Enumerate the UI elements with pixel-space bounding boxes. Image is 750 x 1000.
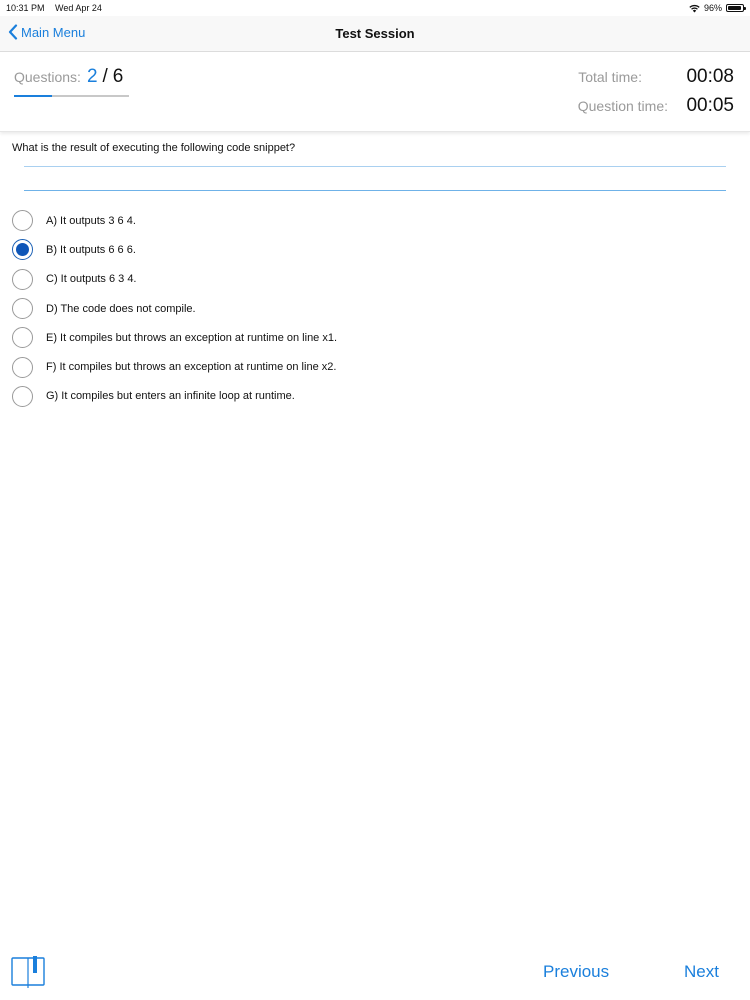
next-button[interactable]: Next (684, 962, 719, 981)
radio-button[interactable] (12, 269, 33, 290)
nav-bar (0, 16, 750, 52)
previous-button[interactable]: Previous (543, 962, 610, 981)
answer-option-label: G) It compiles but enters an infinite loop at runtime. (46, 390, 295, 403)
radio-button[interactable] (12, 210, 33, 231)
total-time-row (578, 66, 734, 88)
total-questions-number: 6 (112, 66, 124, 87)
battery-level (728, 6, 741, 10)
answer-option-a[interactable] (12, 206, 732, 235)
question-text: What is the result of executing the following code snippet? (12, 142, 296, 154)
status-date: Wed Apr 24 (55, 3, 102, 13)
answer-option-b[interactable] (12, 235, 732, 264)
answer-option-f[interactable] (12, 352, 732, 381)
status-right (689, 3, 744, 13)
back-button-label: Main Menu (21, 24, 86, 40)
answer-option-label: A) It outputs 3 6 4. (46, 214, 136, 227)
battery-icon (726, 4, 744, 12)
questions-counter (14, 66, 123, 88)
question-separator: / (102, 66, 108, 87)
answer-option-e[interactable] (12, 323, 732, 352)
radio-button[interactable] (12, 386, 33, 407)
code-area-bottom-divider (24, 190, 726, 191)
radio-button[interactable] (12, 327, 33, 348)
answer-option-g[interactable] (12, 382, 732, 411)
questions-label: Questions: (14, 69, 81, 85)
current-question-number: 2 (86, 66, 98, 87)
page-title: Test Session (335, 26, 415, 41)
radio-button[interactable] (12, 239, 33, 260)
answer-option-label: D) The code does not compile. (46, 302, 196, 315)
question-time-value: 00:05 (686, 95, 734, 116)
answer-option-c[interactable] (12, 265, 732, 294)
status-left (6, 3, 102, 13)
book-icon[interactable] (11, 955, 47, 989)
radio-button[interactable] (12, 357, 33, 378)
answer-options-list (12, 206, 732, 411)
question-time-row (578, 95, 734, 117)
code-area-top-divider (24, 166, 726, 167)
status-bar (0, 0, 750, 16)
answer-option-d[interactable] (12, 294, 732, 323)
answer-option-label: C) It outputs 6 3 4. (46, 273, 137, 286)
answer-option-label: F) It compiles but throws an exception at runtime on line x2. (46, 361, 337, 374)
question-progress-fill (14, 95, 52, 97)
radio-button[interactable] (12, 298, 33, 319)
session-info-panel (0, 52, 750, 132)
total-time-label: Total time: (578, 69, 642, 85)
total-time-value: 00:08 (686, 66, 734, 87)
bottom-toolbar (0, 940, 750, 1000)
status-time: 10:31 PM (6, 3, 45, 13)
answer-option-label: B) It outputs 6 6 6. (46, 243, 136, 256)
wifi-icon (689, 4, 700, 13)
answer-option-label: E) It compiles but throws an exception at runtime on line x1. (46, 331, 338, 344)
battery-percent: 96% (703, 3, 722, 13)
question-progress-bar (14, 95, 129, 97)
question-time-label: Question time: (577, 98, 668, 114)
